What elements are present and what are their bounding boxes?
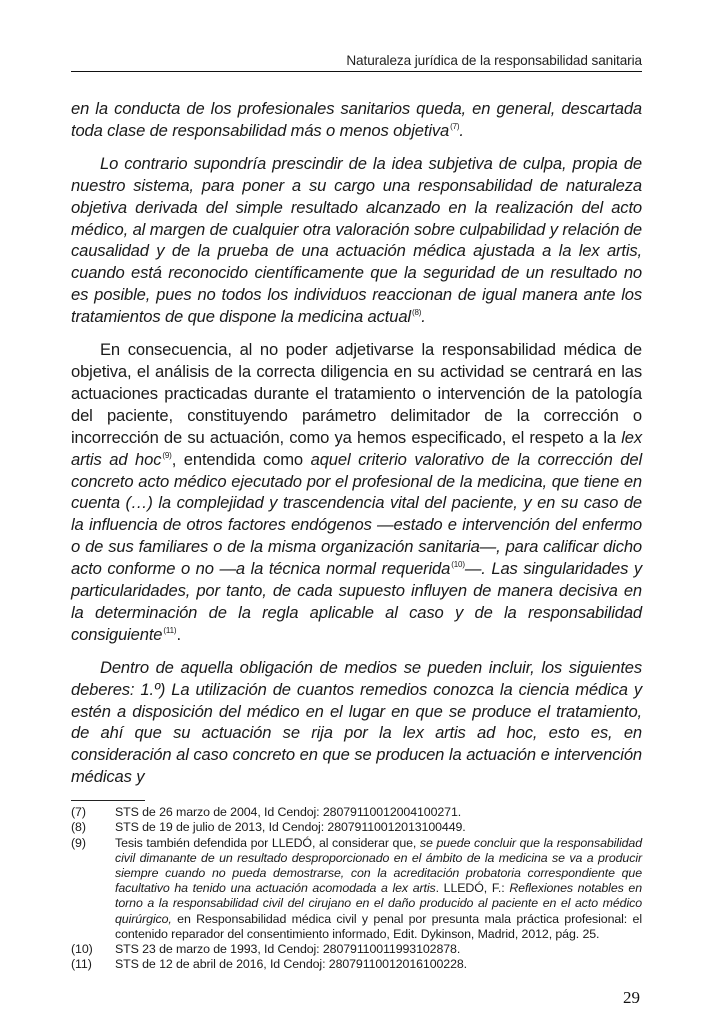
footnote-9: (9) Tesis también defendida por LLEDÓ, al considerar que, se puede concluir que la responsabilidad civil dimanante de un resultado desproporcionado en el ámbito de la medicina se va a producir siempre cuando no pueda demostrarse, con la acreditación probatoria correspondiente que facultativo ha tenido una actuación acomodada a lex artis. LLEDÓ, F.: Reflexiones notables en torno a la responsabilidad civil del cirujano en el daño producido al paciente en el acto médico quirúrgico, en Responsabilidad médica civil y penal por presunta mala práctica profesional: el contenido reparador del consentimiento informado, Edit. Dykinson, Madrid, 2012, pág. 25. [71, 835, 642, 941]
paragraph-3: En consecuencia, al no poder adjetivarse la responsabilidad médica de objetiva, el análisis de la correcta diligencia en su actividad se centrará en las actuaciones practicadas durante el tratamiento o intervención de la patología del paciente, constituyendo parámetro delimitador de la corrección o incorrección de su actuación, como ya hemos especificado, el respeto a la lex artis ad hoc$^{(9)}$, entendida como aquel criterio valorativo de la corrección del concreto acto médico ejecutado por el profesional de la medicina, que tiene en cuenta (…) la complejidad y trascendencia vital del paciente, y en su caso de la influencia de otros factores endógenos —estado e intervención del enfermo o de sus familiares o de la misma organización sanitaria—, para calificar dicho acto conforme o no —a la técnica normal requerida$^{(10)}$—. Las singularidades y particularidades, por tanto, de cada supuesto influyen de manera decisiva en la determinación de la regla aplicable al caso y de la responsabilidad consiguiente$^{(11)}$. [71, 340, 642, 644]
paragraph-4: Dentro de aquella obligación de medios se pueden incluir, los siguientes deberes: 1.º) La utilización de cuantos remedios conozca la ciencia médica y estén a disposición del médico en el lugar en que se produce el tratamiento, de ahí que su actuación se rija por la lex artis ad hoc, esto es, en consideración al caso concreto en que se producen la actuación e intervención médicas y [71, 657, 642, 787]
footnote-ref-9[interactable]: (9) [162, 450, 172, 460]
footnote-ref-8[interactable]: (8) [411, 308, 422, 318]
footnote-7: (7) STS de 26 marzo de 2004, Id Cendoj: 28079110012004100271. [71, 805, 462, 820]
running-title: Naturaleza jurídica de la responsabilidad sanitaria [346, 53, 642, 68]
footnote-ref-11[interactable]: (11) [163, 625, 177, 635]
paragraph-2: Lo contrario supondría prescindir de la idea subjetiva de culpa, propia de nuestro sistema, para poner a su cargo una responsabilidad de naturaleza objetiva derivada del simple resultado alcanzado en la realización del acto médico, al margen de cualquier otra valoración sobre culpabilidad y relación de causalidad y de la prueba de una actuación médica ajustada a la lex artis, cuando está reconocido científicamente que la seguridad de un resultado no es posible, pues no todos los individuos reaccionan de igual manera ante los tratamientos de que dispone la medicina actual$^{(8)}$. [71, 153, 642, 327]
footnote-ref-10[interactable]: (10) [451, 560, 465, 570]
footnote-separator [71, 800, 145, 801]
page-number: 29 [623, 988, 640, 1008]
running-header [71, 50, 642, 72]
body-text [71, 98, 642, 788]
footnote-8: (8) STS de 19 de julio de 2013, Id Cendoj: 28079110012013100449. [71, 820, 466, 835]
footnote-ref-7[interactable]: (7) [450, 121, 460, 131]
paragraph-1: en la conducta de los profesionales sanitarios queda, en general, descartada toda clase de responsabilidad más o menos objetiva$^{(7)}$. [71, 99, 642, 140]
page [71, 0, 642, 1028]
footnote-11: (11) STS de 12 de abril de 2016, Id Cendoj: 28079110012016100228. [71, 957, 468, 972]
footnotes [71, 805, 642, 972]
footnote-10: (10) STS 23 de marzo de 1993, Id Cendoj: 28079110011993102878. [71, 942, 461, 957]
